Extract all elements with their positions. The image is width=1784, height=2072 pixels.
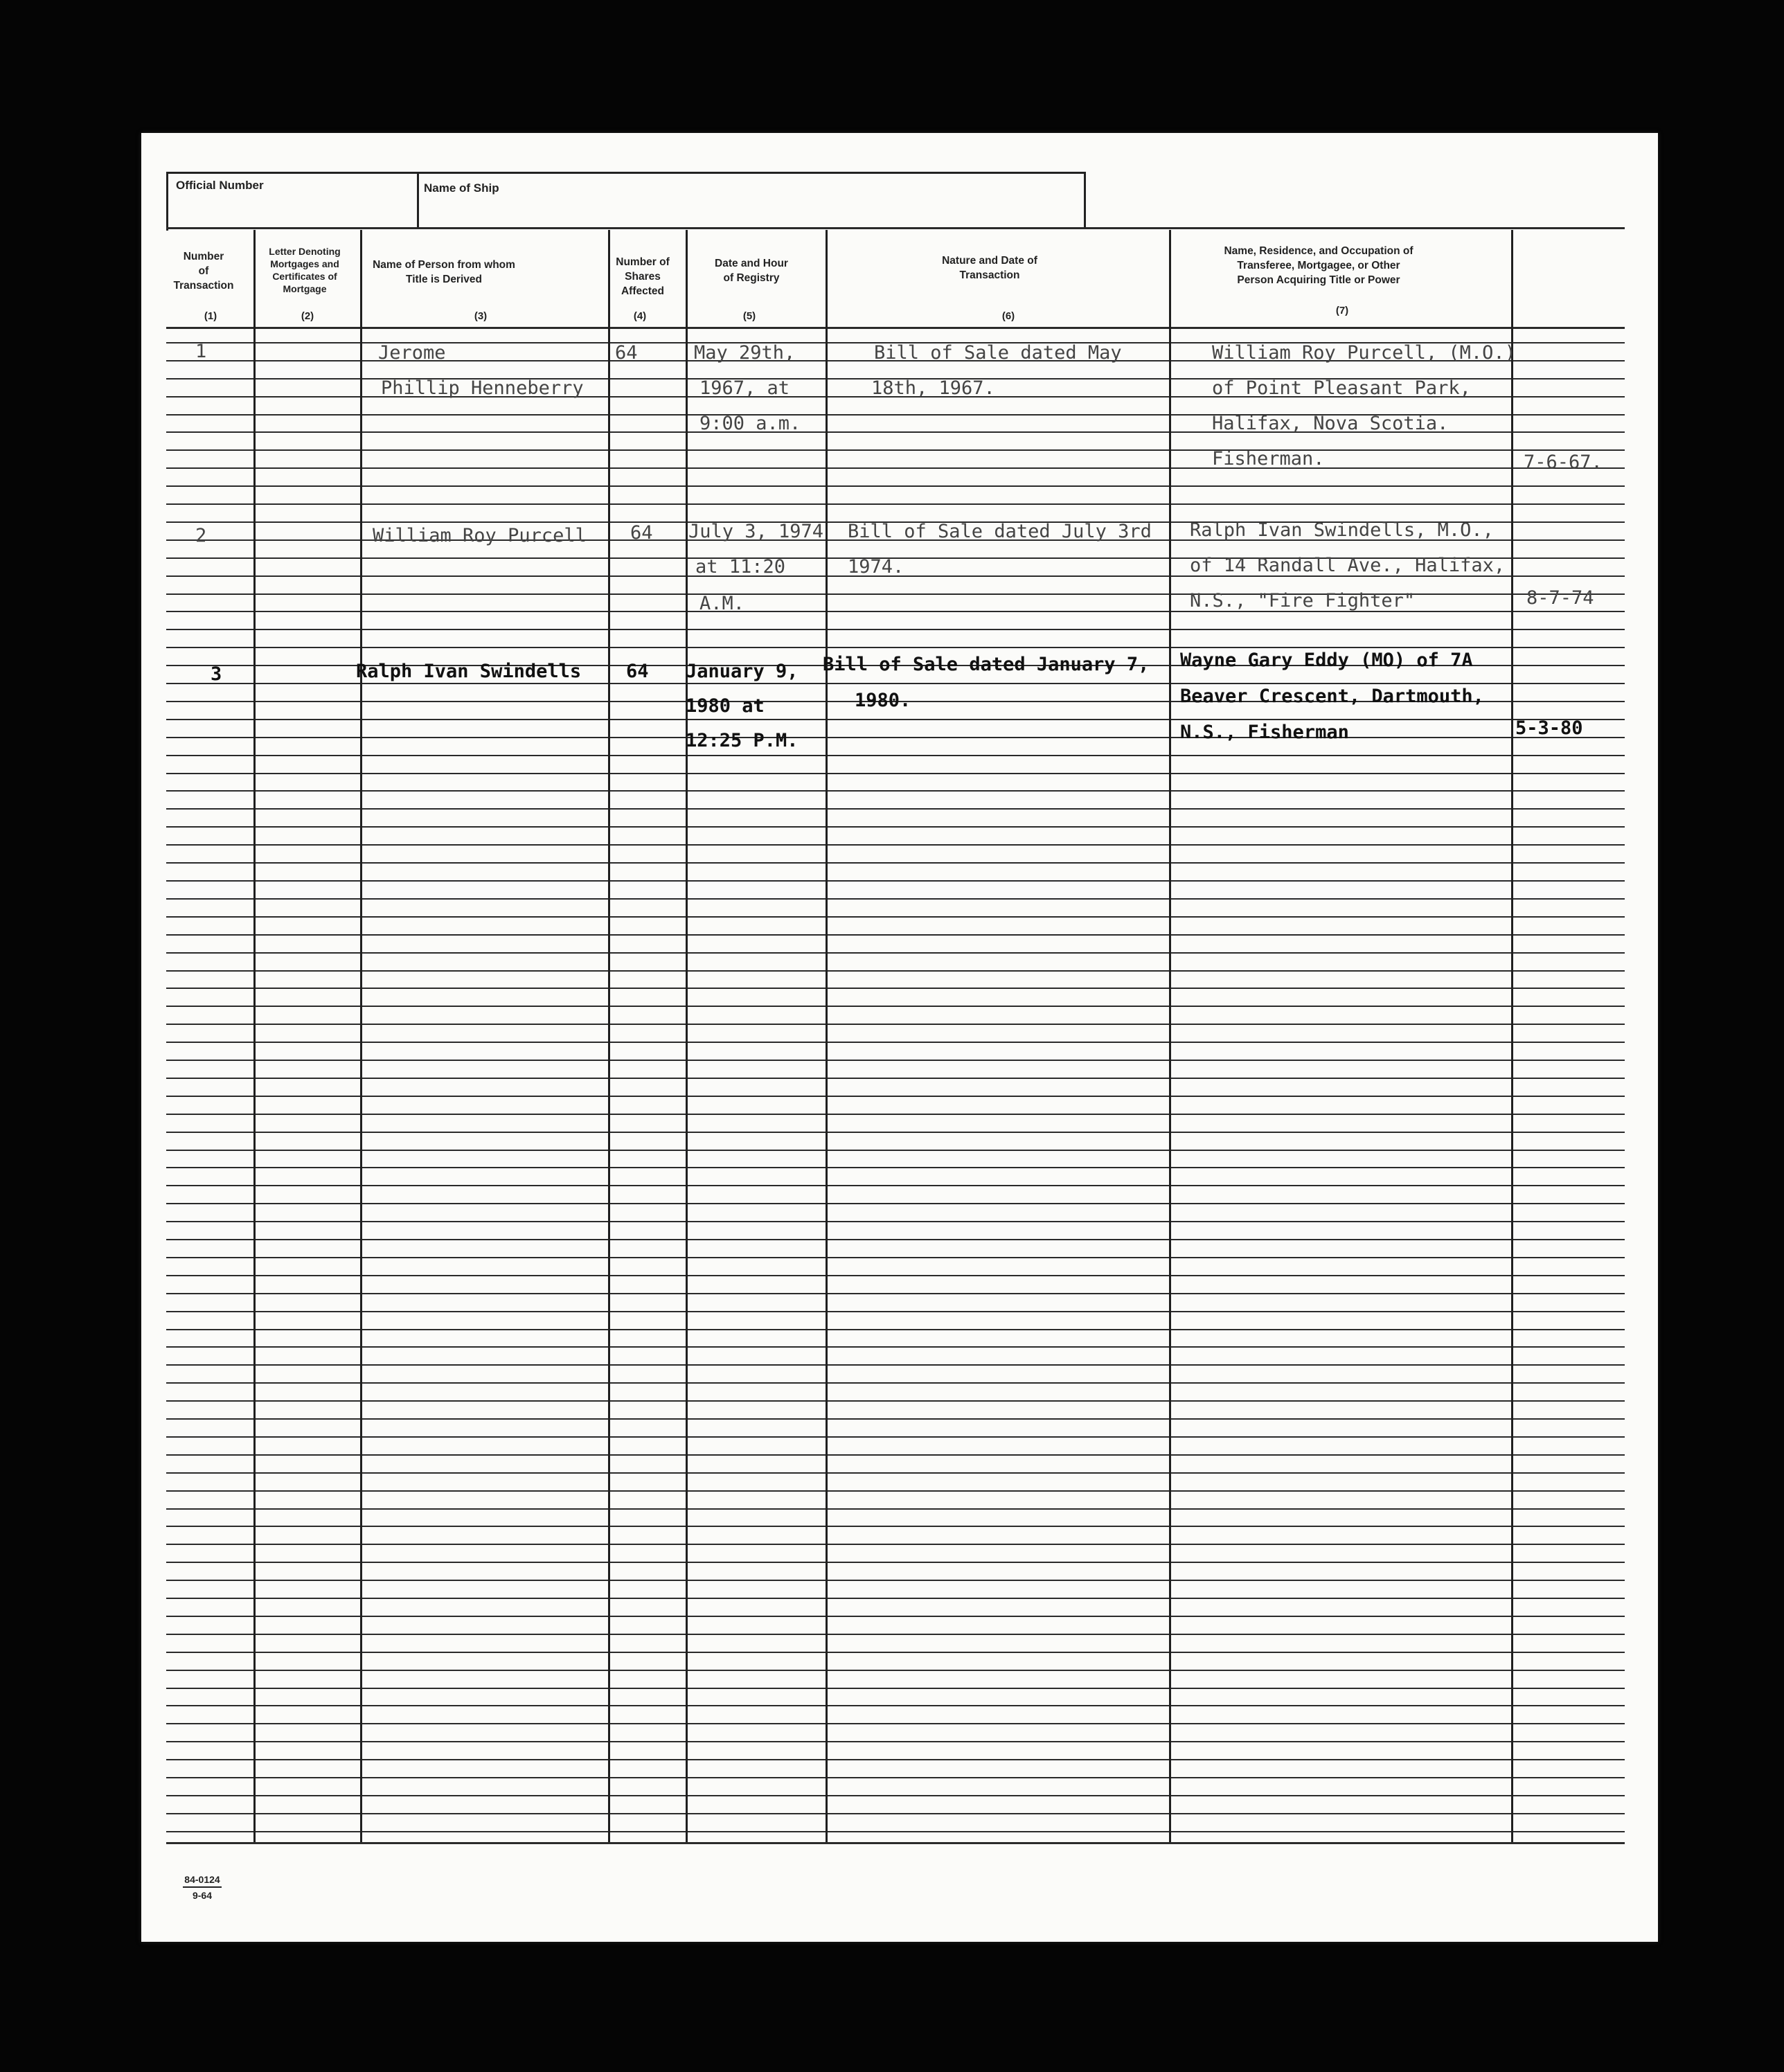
entry-3-registry-line-1: January 9, [686,661,799,682]
form-code-bottom: 9-64 [192,1890,213,1901]
column-separator [360,230,362,1842]
entry-1-from-line-1: Jerome [378,342,446,364]
entry-1-shares: 64 [615,342,638,364]
entry-1-acquirer-line-2: of Point Pleasant Park, [1212,377,1471,399]
ruled-line [166,1562,1625,1563]
ruled-line [166,1275,1625,1276]
entry-2-registry-line-1: July 3, 1974 [688,521,824,542]
register-sheet [141,133,1658,1942]
ruled-line [166,683,1625,684]
ruled-line [166,1418,1625,1420]
ruled-line [166,773,1625,774]
ruled-line [166,1096,1625,1097]
ruled-line [166,844,1625,846]
col-heading-mortgage-letter: Letter Denoting Mortgages and Certificates of Mortgage [269,246,341,294]
entry-2-acquirer-line-3: N.S., "Fire Fighter" [1190,590,1416,611]
ruled-line [166,1526,1625,1527]
col-heading-registry: Date and Hour of Registry [715,258,788,284]
entry-2-nature-line-1: Bill of Sale dated July 3rd [848,521,1152,542]
ruled-line [166,1346,1625,1348]
ruled-line [166,1723,1625,1724]
col-number-3: (3) [474,310,488,322]
column-separator [253,230,256,1842]
ruled-line [166,1616,1625,1617]
column-separator [1511,230,1513,1842]
column-separator [826,230,828,1842]
ruled-line [166,647,1625,648]
ruled-line [166,719,1625,720]
ruled-line [166,1042,1625,1043]
column-separator [608,230,610,1842]
ruled-line [166,449,1625,451]
entry-2-acquirer-line-1: Ralph Ivan Swindells, M.O., [1190,519,1494,541]
ruled-line [166,1078,1625,1079]
entry-3-date: 5-3-80 [1515,717,1583,739]
ruled-line [166,1705,1625,1706]
col-number-4: (4) [633,310,647,322]
ship-name-box [417,172,1086,229]
entry-2-registry-line-3: A.M. [699,593,745,614]
ruled-line [166,1652,1625,1653]
ruled-line [166,1472,1625,1474]
ruled-line [166,1634,1625,1635]
grid-bottom-rule [166,1842,1625,1844]
ruled-line [166,1454,1625,1456]
ruled-line [166,1795,1625,1796]
entry-2-from-line-1: William Roy Purcell [373,525,587,546]
col-heading-acquirer: Name, Residence, and Occupation of Transferee, Mortgagee, or Other Person Acquiring Title or Power [1224,245,1413,286]
col-number-2: (2) [301,310,314,322]
ruled-line [166,1688,1625,1689]
ruled-line [166,1490,1625,1492]
ruled-line [166,1400,1625,1402]
official-number-label: Official Number [176,179,264,192]
entry-2-nature-line-2: 1974. [848,556,904,578]
entry-3-registry-line-2: 1980 at [686,695,765,717]
ruled-line [166,1831,1625,1832]
ship-name-label: Name of Ship [424,181,499,195]
ruled-line [166,1670,1625,1671]
ruled-line [166,970,1625,972]
entry-3-number: 3 [211,663,222,685]
ruled-line [166,826,1625,828]
ruled-line [166,1203,1625,1204]
ruled-line [166,1508,1625,1510]
ruled-line [166,1024,1625,1025]
ruled-line [166,1813,1625,1814]
entry-3-acquirer-line-1: Wayne Gary Eddy (MO) of 7A [1180,650,1473,671]
entry-2-date: 8-7-74 [1526,587,1594,609]
header-bottom-rule [166,327,1625,329]
ruled-line [166,1436,1625,1438]
entry-3-acquirer-line-2: Beaver Crescent, Dartmouth, [1180,686,1484,707]
column-separator [1169,230,1171,1842]
col-number-5: (5) [742,310,756,322]
ruled-line [166,934,1625,936]
ruled-line [166,1741,1625,1742]
col-number-7: (7) [1335,305,1349,316]
entry-1-registry-line-3: 9:00 a.m. [699,413,801,434]
ruled-line [166,1777,1625,1778]
ruled-line [166,880,1625,882]
entry-1-registry-line-2: 1967, at [699,377,790,399]
form-code-top: 84-0124 [183,1874,222,1888]
col-number-6: (6) [1001,310,1015,322]
ruled-line [166,808,1625,810]
ruled-line [166,1060,1625,1061]
ruled-line [166,1759,1625,1760]
ruled-line [166,1257,1625,1258]
ruled-line [166,1006,1625,1007]
ruled-line [166,916,1625,918]
entry-1-nature-line-1: Bill of Sale dated May [874,342,1122,364]
ruled-line [166,1185,1625,1186]
column-separator [686,230,688,1842]
ruled-line [166,485,1625,487]
ruled-line [166,862,1625,864]
ruled-line [166,629,1625,630]
ruled-line [166,1293,1625,1294]
ruled-line [166,790,1625,792]
ruled-line [166,1580,1625,1581]
col-heading-from-person: Name of Person from whom Title is Derived [373,259,515,285]
entry-3-from-line-1: Ralph Ivan Swindells [356,661,582,682]
ruled-line [166,1311,1625,1312]
entry-2-shares: 64 [630,522,653,544]
ruled-line [166,1132,1625,1133]
entry-1-number: 1 [195,341,207,362]
ruled-line [166,1239,1625,1240]
entry-1-acquirer-line-4: Fisherman. [1212,448,1325,470]
ruled-line [166,503,1625,505]
col-number-1: (1) [204,310,217,322]
ruled-line [166,467,1625,469]
ruled-line [166,1382,1625,1384]
entry-1-acquirer-line-3: Halifax, Nova Scotia. [1212,413,1449,434]
entry-1-from-line-2: Phillip Henneberry [381,377,584,399]
entry-3-shares: 64 [626,661,649,682]
entry-1-nature-line-2: 18th, 1967. [871,377,995,399]
form-code [183,1874,222,1901]
ruled-line [166,755,1625,756]
ruled-line [166,1114,1625,1115]
ruled-line [166,1598,1625,1599]
ruled-line [166,1167,1625,1168]
entry-2-registry-line-2: at 11:20 [695,556,786,578]
entry-1-registry-line-1: May 29th, [694,342,796,364]
ruled-line [166,737,1625,738]
ruled-line [166,952,1625,954]
entry-3-registry-line-3: 12:25 P.M. [686,730,799,751]
header-top-rule [166,227,1625,229]
entry-2-number: 2 [195,525,207,546]
ruled-line [166,1221,1625,1222]
col-heading-shares: Number of Shares Affected [616,256,670,297]
ruled-line [166,1544,1625,1545]
entry-3-nature-line-2: 1980. [855,690,911,711]
entry-1-acquirer-line-1: William Roy Purcell, (M.O.) [1212,342,1516,364]
col-heading-transaction-number: Number of Transaction [173,251,234,292]
entry-3-acquirer-line-3: N.S., Fisherman [1180,722,1349,743]
col-heading-nature: Nature and Date of Transaction [942,255,1037,281]
entry-2-acquirer-line-2: of 14 Randall Ave., Halifax, [1190,555,1506,576]
ruled-line [166,1364,1625,1366]
ruled-line [166,1150,1625,1151]
entry-1-date: 7-6-67. [1524,452,1603,473]
entry-3-nature-line-1: Bill of Sale dated January 7, [823,654,1150,675]
ruled-line [166,898,1625,900]
ruled-line [166,1329,1625,1330]
ruled-line [166,988,1625,989]
